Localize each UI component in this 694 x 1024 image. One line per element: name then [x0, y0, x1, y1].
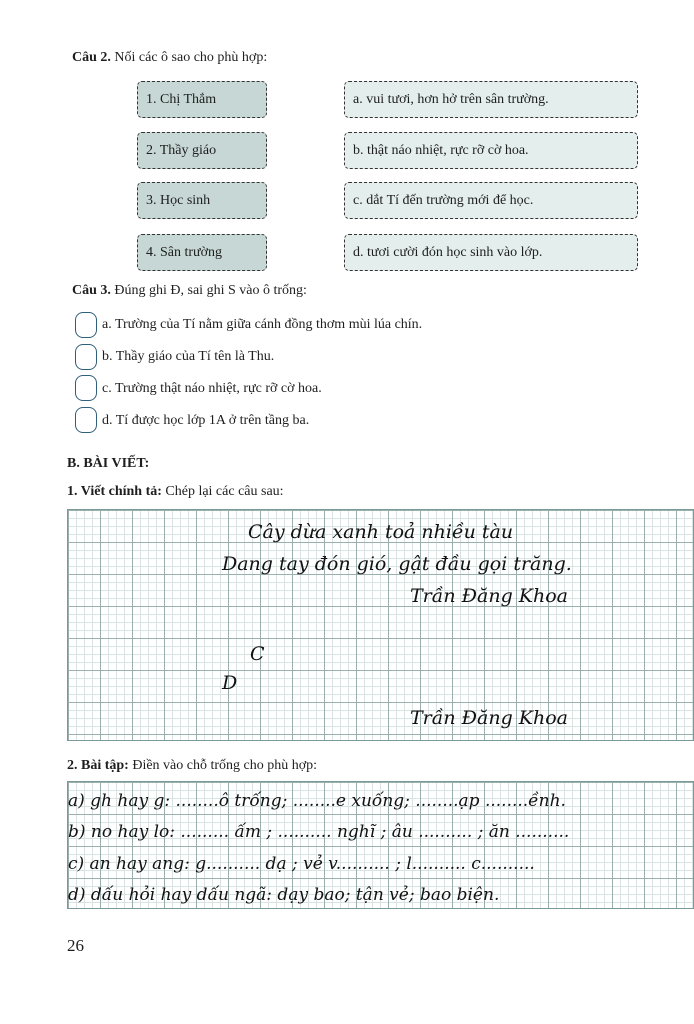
handwriting-author: Trần Đăng Khoa	[410, 585, 568, 607]
match-left-4[interactable]: 4. Sân trường	[137, 234, 267, 271]
question-2-text: Nối các ô sao cho phù hợp:	[114, 50, 268, 65]
statement-b: b. Thầy giáo của Tí tên là Thu.	[102, 349, 275, 364]
exercise-1-label: 1. Viết chính tả:	[67, 484, 162, 499]
statement-a: a. Trường của Tí nằm giữa cánh đồng thơm mùi lúa chín.	[102, 317, 423, 332]
answer-box-c[interactable]	[75, 375, 97, 401]
question-3-label: Câu 3.	[72, 283, 111, 298]
exercise-2-line-d: d) dấu hỏi hay dấu ngã: dạy bao; tận vẻ; bao biện.	[68, 885, 500, 905]
exercise-2-line-c: c) an hay ang: g.......... dạ ; vẻ v.......... ; l.......... c..........	[68, 854, 535, 874]
handwriting-letter-c: C	[250, 643, 265, 665]
exercise-1-title	[67, 484, 284, 500]
statement-c: c. Trường thật náo nhiệt, rực rỡ cờ hoa.	[102, 381, 322, 396]
question-2-label: Câu 2.	[72, 50, 111, 65]
match-right-c[interactable]: c. dắt Tí đến trường mới để học.	[344, 182, 638, 219]
exercise-1-text: Chép lại các câu sau:	[165, 484, 284, 499]
exercise-2-line-a: a) gh hay g: ........ô trống; ........e xuống; ........ạp ........ềnh.	[68, 791, 566, 811]
match-left-2[interactable]: 2. Thầy giáo	[137, 132, 267, 169]
match-right-b[interactable]: b. thật náo nhiệt, rực rỡ cờ hoa.	[344, 132, 638, 169]
section-b-title: B. BÀI VIẾT:	[67, 456, 150, 471]
match-left-1[interactable]: 1. Chị Thắm	[137, 81, 267, 118]
exercise-2-title	[67, 758, 317, 774]
writing-grid-1[interactable]	[67, 509, 694, 741]
handwriting-line-1: Cây dừa xanh toả nhiều tàu	[248, 521, 514, 543]
answer-box-b[interactable]	[75, 344, 97, 370]
handwriting-line-2: Dang tay đón gió, gật đầu gọi trăng.	[222, 553, 572, 575]
exercise-2-text: Điền vào chỗ trống cho phù hợp:	[132, 758, 318, 773]
handwriting-letter-d: D	[222, 672, 238, 694]
answer-box-d[interactable]	[75, 407, 97, 433]
match-left-3[interactable]: 3. Học sinh	[137, 182, 267, 219]
question-2-title	[72, 50, 267, 66]
answer-box-a[interactable]	[75, 312, 97, 338]
question-3-text: Đúng ghi Đ, sai ghi S vào ô trống:	[114, 283, 307, 298]
statement-d: d. Tí được học lớp 1A ở trên tầng ba.	[102, 413, 310, 428]
page-number: 26	[67, 936, 84, 955]
match-right-d[interactable]: d. tươi cười đón học sinh vào lớp.	[344, 234, 638, 271]
handwriting-author-2: Trần Đăng Khoa	[410, 707, 568, 729]
match-right-a[interactable]: a. vui tươi, hơn hở trên sân trường.	[344, 81, 638, 118]
exercise-2-line-b: b) no hay lo: ......... ấm ; .......... nghĩ ; âu .......... ; ăn ..........	[68, 822, 570, 842]
exercise-2-label: 2. Bài tập:	[67, 758, 129, 773]
question-3-title	[72, 283, 307, 299]
